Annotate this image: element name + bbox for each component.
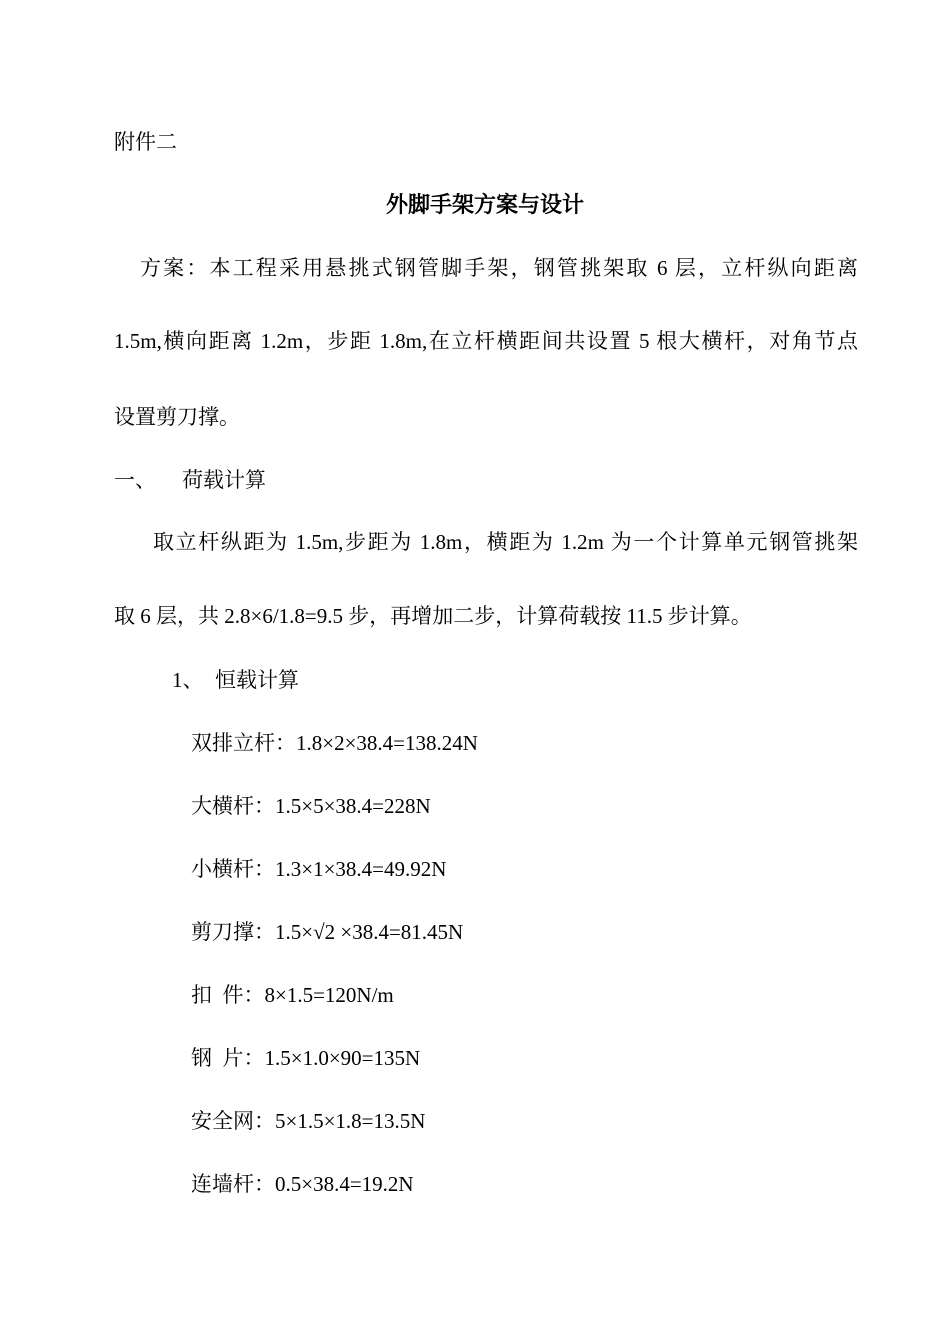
dead-load-item: 安全网：5×1.5×1.8=13.5N (191, 1109, 426, 1133)
dead-load-item: 钢 片：1.5×1.0×90=135N (191, 1046, 421, 1070)
dead-load-item: 大横杆：1.5×5×38.4=228N (191, 794, 431, 818)
dead-load-item: 小横杆：1.3×1×38.4=49.92N (191, 857, 447, 881)
dead-load-item: 扣 件：8×1.5=120N/m (191, 983, 394, 1007)
load-paragraph-line-2: 取 6 层，共 2.8×6/1.8=9.5 步，再增加二步，计算荷载按 11.5 步计算。 (114, 604, 752, 628)
attachment-label: 附件二 (114, 130, 177, 154)
plan-paragraph-line-2: 1.5m,横向距离 1.2m，步距 1.8m,在立杆横距间共设置 5 根大横杆，对角节点 (114, 329, 858, 353)
plan-paragraph-line-1: 方案：本工程采用悬挑式钢管脚手架，钢管挑架取 6 层，立杆纵向距离 (140, 256, 858, 280)
dead-load-item: 剪刀撑：1.5×√2 ×38.4=81.45N (191, 920, 464, 944)
load-paragraph-line-1: 取立杆纵距为 1.5m,步距为 1.8m，横距为 1.2m 为一个计算单元钢管挑架 (153, 530, 858, 554)
section-heading: 荷载计算 (182, 468, 266, 492)
dead-load-item: 连墙杆：0.5×38.4=19.2N (191, 1172, 414, 1196)
document-title: 外脚手架方案与设计 (385, 192, 584, 217)
section-number: 一、 (114, 468, 156, 492)
subsection-heading: 恒载计算 (215, 668, 299, 692)
plan-paragraph-line-3: 设置剪刀撑。 (114, 405, 240, 429)
dead-load-item: 双排立杆：1.8×2×38.4=138.24N (191, 731, 478, 755)
subsection-number: 1、 (172, 668, 204, 692)
